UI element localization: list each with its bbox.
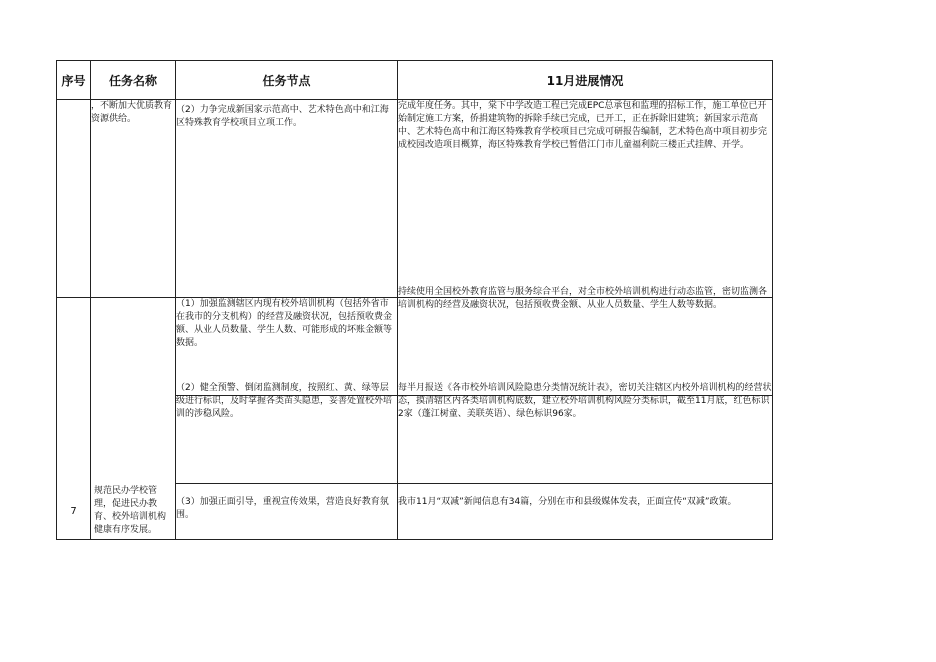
task-node-cell: [176, 100, 398, 298]
task-node-text: （2）健全预警、倒闭监测制度，按照红、黄、绿等层级进行标识，及时掌握各类苗头隐患，妥善处置校外培训的涉稳风险。: [176, 383, 393, 420]
progress-table: [56, 60, 773, 540]
progress-text: 持续使用全国校外教育监管与服务综合平台，对全市校外培训机构进行动态监管，密切监测各培训机构的经营及融资状况，包括预收费金额、从业人员数量、学生人数等数据。: [398, 287, 768, 310]
task-node-cell: [176, 383, 398, 483]
task-node-cell: [176, 483, 398, 539]
header-seq: 序号: [57, 61, 91, 100]
task-name-cell: [91, 298, 176, 540]
task-node-text: （2）力争完成新国家示范高中、艺术特色高中和江海区特殊教育学校项目立项工作。: [176, 105, 389, 128]
seq-number: 7: [70, 506, 77, 517]
task-node-cell: [176, 298, 398, 396]
task-name-text: ，不断加大优质教育资源供给。: [91, 101, 173, 124]
header-progress: 11月进展情况: [398, 61, 773, 100]
header-task-node: 任务节点: [176, 61, 398, 100]
table-row: [57, 100, 773, 298]
table-row: [57, 298, 773, 396]
progress-text: 完成年度任务。其中，棠下中学改造工程已完成EPC总承包和监理的招标工作，施工单位已开始制定施工方案，侨捐建筑物的拆除手续已完成，已开工，正在拆除旧建筑；新国家示范高中、艺术特色高中和江海区特殊教育学校项目已完成可研报告编制，艺术特色高中项目初步完成校园改造项目概算，海区特殊教育学校已暂借江门市儿童福利院三楼正式挂牌、开学。: [398, 101, 768, 150]
seq-cell: [57, 100, 91, 298]
progress-cell: [398, 100, 773, 298]
task-name-cell: [91, 100, 176, 298]
progress-cell: [398, 287, 773, 396]
header-task-name: 任务名称: [91, 61, 176, 100]
progress-cell: [398, 383, 773, 483]
header-row: [57, 61, 773, 100]
progress-cell: [398, 483, 773, 539]
task-name-text: 规范民办学校管理，促进民办教育、校外培训机构健康有序发展。: [94, 486, 167, 535]
progress-text: 每半月报送《各市校外培训风险隐患分类情况统计表》，密切关注辖区内校外培训机构的经营状态，摸清辖区内各类培训机构底数，建立校外培训机构风险分类标识，截至11月底，红色标识2家（蓬江树童、美联英语）、绿色标识96家。: [398, 383, 772, 420]
seq-cell: [57, 298, 91, 540]
progress-text: 我市11月“双减”新闻信息有34篇，分别在市和县级媒体发表，正面宣传“双减”政策。: [398, 496, 737, 507]
task-node-text: （3）加强正面引导，重视宣传效果，营造良好教育氛围。: [176, 496, 389, 520]
task-node-text: （1）加强监测辖区内现有校外培训机构（包括外省市在我市的分支机构）的经营及融资状况，包括预收费金额、从业人员数量、学生人数、可能形成的坏账金额等数据。: [176, 299, 393, 348]
